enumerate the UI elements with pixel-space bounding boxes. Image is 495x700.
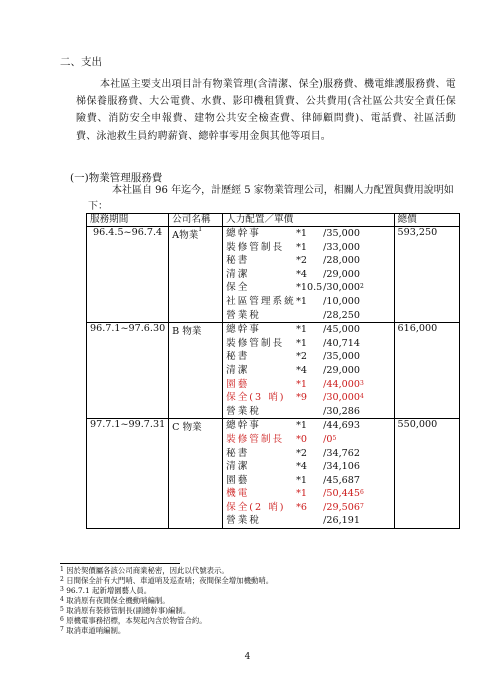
footnote-number: 7 [60,626,64,633]
staff-role: 清潔 [226,268,250,280]
footnote [60,576,273,586]
header-period: 服務期間 [87,214,169,227]
staff-price-value: /28,250 [323,309,360,321]
footnote-ref: 2 [359,283,364,291]
company-name-cell [169,323,223,419]
staff-quantity: *6 [296,501,308,513]
staff-quantity: *0 [296,433,308,445]
staff-price-value: /45,687 [323,474,360,486]
company-name: C 物業 [172,422,202,434]
staff-price-value: /45,000 [323,324,360,336]
intro-paragraph [88,183,456,215]
management-fee-table [86,213,460,529]
staff-unit-price [323,447,383,461]
staff-quantity: *1 [296,378,308,390]
company-name: A物業 [172,230,199,241]
staff-quantity: *1 [296,228,308,239]
staff-quantity: *1 [296,324,308,336]
staff-price-value: /26,191 [323,515,360,527]
table-row [87,323,460,419]
footnote [60,626,273,636]
staff-price-value: /34,762 [323,447,360,459]
staff-role: 秘書 [226,351,250,363]
staff-line [226,447,390,461]
staff-line [226,337,390,351]
footnote-number: 3 [60,586,64,593]
staff-price-value: /35,000 [323,228,360,239]
total-price-cell: 616,000 [394,323,459,419]
footnote-ref: 3 [359,379,364,387]
staff-price-value: /30,000 [323,282,360,294]
staff-line [226,364,390,378]
staff-quantity: *1 [296,488,308,500]
staff-line [226,350,390,364]
staff-price-value: /50,445 [323,488,360,500]
staff-role: 營業稅 [226,515,261,527]
staff-quantity: *1 [296,241,308,253]
staff-unit-price [323,460,383,474]
staff-quantity: *1 [296,474,308,486]
footnote-ref: 4 [359,393,364,401]
staff-role: 保全(2 哨) [226,501,286,513]
staff-unit-price [323,241,383,255]
footnote-ref: 7 [359,502,364,510]
staff-line [226,268,390,282]
footnote-ref: 5 [332,434,337,442]
table-row [87,227,460,323]
staff-quantity: *10.5 [296,282,323,294]
staff-quantity: *1 [296,420,308,432]
staff-line [226,501,390,515]
footnote-number: 1 [60,566,64,573]
staff-line [226,460,390,474]
staff-quantity: *1 [296,295,308,307]
subsection-title: (一)物業管理服務費 [70,172,163,184]
section-title: 二、支出 [60,56,102,68]
staff-quantity: *4 [296,461,308,473]
staff-quantity: *4 [296,364,308,376]
footnote [60,606,273,616]
footnote-divider [60,563,180,564]
paragraph-text: 本社區主要支出項目計有物業管理(含清潔、保全)服務費、機電維護服務費、電梯保養服務費、大公電費、水費、影印機租賃費、公共費用(含社區公共安全責任保險費、消防安全申報費、建物公共安全檢查費、律師顧問費)、電話費、社區活動費、泳池救生員約聘薪資、總幹事零用金與其他等項目。 [76,79,456,142]
staff-price-value: /33,000 [323,241,360,253]
staff-line [226,474,390,488]
staff-line [226,309,390,323]
staff-role: 總幹事 [226,420,261,432]
staff-unit-price [323,268,383,282]
footnote-number: 2 [60,576,64,583]
staff-role: 秘書 [226,255,250,267]
staff-quantity [296,405,323,419]
staff-line [226,254,390,268]
staff-quantity [296,514,323,528]
staff-price-value: /28,000 [323,255,360,267]
footnotes [60,566,273,636]
staff-role: 機電 [226,488,250,500]
staff-role: 營業稅 [226,309,261,321]
staffing-cell [223,323,394,419]
staff-line [226,433,390,447]
staff-price-value: /44,000 [323,378,360,390]
staff-quantity: *2 [296,255,308,267]
footnote-ref: 1 [198,226,203,233]
staff-unit-price [323,501,383,515]
staff-price-value: /30,000 [323,392,360,404]
footnote-ref: 6 [359,489,364,497]
staff-line [226,281,390,295]
company-name-cell [169,227,223,323]
staff-quantity [296,309,323,323]
footnote-number: 6 [60,616,64,623]
staffing-cell [223,419,394,529]
staff-role: 園藝 [226,474,250,486]
staff-unit-price [323,391,383,405]
staff-role: 社區管理系統 [226,295,296,307]
table-header-row [87,214,460,227]
footnote [60,586,273,596]
staff-price-value: /34,106 [323,461,360,473]
staff-unit-price [323,295,383,309]
staff-line [226,323,390,337]
header-company: 公司名稱 [169,214,223,227]
staff-role: 裝修管制長 [226,433,285,445]
staff-role: 總幹事 [226,324,261,336]
company-name: B 物業 [172,326,202,338]
staff-unit-price [323,433,383,447]
staff-quantity: *2 [296,351,308,363]
staff-unit-price [323,419,383,433]
staff-price-value: /29,506 [323,501,360,513]
table-row [87,419,460,529]
staff-line [226,419,390,433]
staff-line [226,378,390,392]
intro-text: 本社區自 96 年迄今，計歷經 5 家物業管理公司，相關人力配置與費用說明如下： [88,185,454,212]
total-price-cell: 550,000 [394,419,459,529]
staff-line [226,514,390,528]
footnote-text: 因於契價屬各該公司商業秘密，因此以代號表示。 [66,566,229,575]
staff-unit-price [323,254,383,268]
staff-unit-price [323,227,383,241]
footnote-text: 日間保全計有大門哨、車道哨及巡查哨；夜間保全增加機動哨。 [66,576,274,585]
total-price-cell: 593,250 [394,227,459,323]
staff-role: 秘書 [226,447,250,459]
staff-unit-price [323,309,383,323]
staff-quantity: *2 [296,447,308,459]
table-body [87,227,460,529]
staff-unit-price [323,281,383,295]
footnote-text: 取消車道哨編制。 [66,626,126,635]
staff-unit-price [323,487,383,501]
staff-role: 園藝 [226,378,250,390]
staff-role: 總幹事 [226,228,261,239]
staff-unit-price [323,514,383,528]
staff-line [226,295,390,309]
staff-unit-price [323,337,383,351]
staff-unit-price [323,378,383,392]
staff-role: 營業稅 [226,405,261,417]
header-total: 總價 [394,214,459,227]
staff-unit-price [323,323,383,337]
footnote [60,616,273,626]
staff-quantity: *9 [296,392,308,404]
staff-price-value: /29,000 [323,364,360,376]
footnote-number: 4 [60,596,64,603]
staff-role: 裝修管制長 [226,337,285,349]
footnote [60,596,273,606]
staff-line [226,227,390,241]
staff-quantity: *1 [296,337,308,349]
staff-price-value: /40,714 [323,337,360,349]
service-period-cell: 97.7.1~99.7.31 [87,419,169,529]
staff-price-value: /29,000 [323,268,360,280]
header-staffing: 人力配置／單價 [223,214,394,227]
footnote-text: 原機電事務招標，本契起內含於物管合約。 [66,616,207,625]
staff-line [226,405,390,419]
staff-price-value: /0 [323,433,333,445]
staff-price-value: /35,000 [323,351,360,363]
page-number: 4 [244,652,251,662]
footnote-text: 取消原有夜間保全機動哨編制。 [66,596,170,605]
staff-role: 保全(3 哨) [226,392,286,404]
staff-unit-price [323,474,383,488]
staff-price-value: /10,000 [323,295,360,307]
service-period-cell: 96.7.1~97.6.30 [87,323,169,419]
staff-line [226,391,390,405]
staff-role: 裝修管制長 [226,241,285,253]
staff-quantity: *4 [296,268,308,280]
footnote-text: 96.7.1 起新增園藝人員。 [66,586,152,595]
footnote [60,566,273,576]
staff-unit-price [323,364,383,378]
footnote-number: 5 [60,606,64,613]
staff-role: 清潔 [226,364,250,376]
staffing-cell [223,227,394,323]
staff-line [226,487,390,501]
staff-price-value: /44,693 [323,420,360,432]
expense-paragraph [76,76,456,145]
staff-line [226,241,390,255]
staff-role: 保全 [226,282,250,294]
staff-unit-price [323,405,383,419]
company-name-cell [169,419,223,529]
staff-unit-price [323,350,383,364]
service-period-cell: 96.4.5~96.7.4 [87,227,169,323]
footnote-text: 取消原有裝修管制長(副總幹事)編制。 [66,606,191,615]
staff-price-value: /30,286 [323,405,360,417]
staff-role: 清潔 [226,461,250,473]
